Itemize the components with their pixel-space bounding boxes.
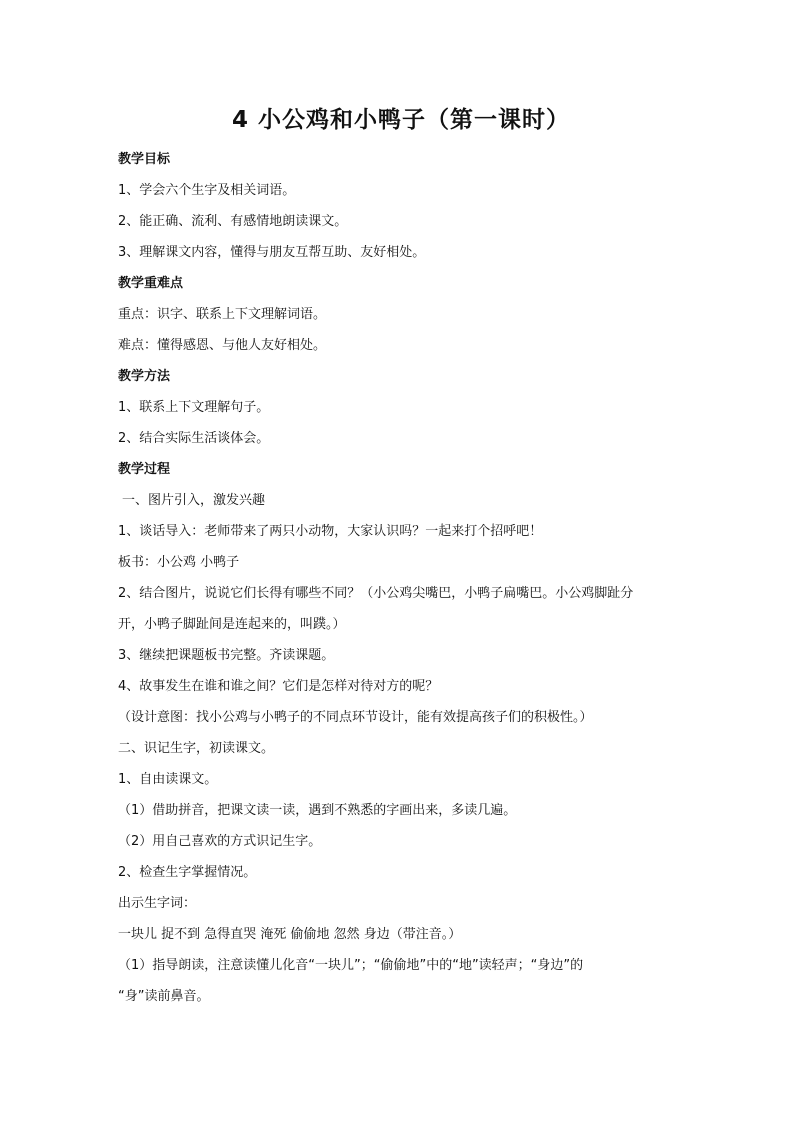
paragraph: 1、学会六个生字及相关词语。 — [118, 183, 296, 198]
heading-objectives: 教学目标 — [118, 152, 171, 167]
paragraph: 重点：识字、联系上下文理解词语。 — [118, 307, 327, 322]
paragraph: 1、谈话导入：老师带来了两只小动物，大家认识吗？一起来打个招呼吧！ — [118, 524, 543, 539]
document-page — [118, 104, 684, 1012]
heading-process: 教学过程 — [118, 462, 171, 477]
paragraph: 出示生字词： — [118, 896, 197, 911]
heading-key-points: 教学重难点 — [118, 276, 184, 291]
paragraph: （1）指导朗读，注意读懂儿化音“一块儿”；“偷偷地”中的“地”读轻声；“身边”的 — [118, 958, 584, 973]
paragraph: 3、继续把课题板书完整。齐读课题。 — [118, 648, 335, 663]
paragraph: 2、检查生字掌握情况。 — [118, 865, 257, 880]
paragraph: 1、自由读课文。 — [118, 772, 218, 787]
paragraph: 难点：懂得感恩、与他人友好相处。 — [118, 338, 327, 353]
paragraph: 开，小鸭子脚趾间是连起来的，叫蹼。） — [118, 617, 346, 632]
paragraph: 2、能正确、流利、有感情地朗读课文。 — [118, 214, 348, 229]
section-heading: 二、识记生字，初读课文。 — [118, 741, 275, 756]
paragraph: 一块儿 捉不到 急得直哭 淹死 偷偷地 忽然 身边（带注音。） — [118, 927, 462, 942]
paragraph: 3、理解课文内容，懂得与朋友互帮互助、友好相处。 — [118, 245, 426, 260]
paragraph: 板书：小公鸡 小鸭子 — [118, 555, 240, 570]
document-title: 4 小公鸡和小鸭子（第一课时） — [231, 107, 570, 133]
paragraph: （1）借助拼音，把课文读一读，遇到不熟悉的字画出来，多读几遍。 — [118, 803, 517, 818]
heading-methods: 教学方法 — [118, 369, 171, 384]
paragraph: 2、结合实际生活谈体会。 — [118, 431, 270, 446]
paragraph: （2）用自己喜欢的方式识记生字。 — [118, 834, 322, 849]
paragraph: （设计意图：找小公鸡与小鸭子的不同点环节设计，能有效提高孩子们的积极性。） — [118, 710, 593, 725]
paragraph: “身”读前鼻音。 — [118, 989, 210, 1004]
paragraph: 1、联系上下文理解句子。 — [118, 400, 270, 415]
paragraph: 2、结合图片，说说它们长得有哪些不同？（小公鸡尖嘴巴，小鸭子扁嘴巴。小公鸡脚趾分 — [118, 586, 634, 601]
paragraph: 4、故事发生在谁和谁之间？它们是怎样对待对方的呢？ — [118, 679, 439, 694]
section-heading: 一、图片引入，激发兴趣 — [122, 493, 266, 508]
